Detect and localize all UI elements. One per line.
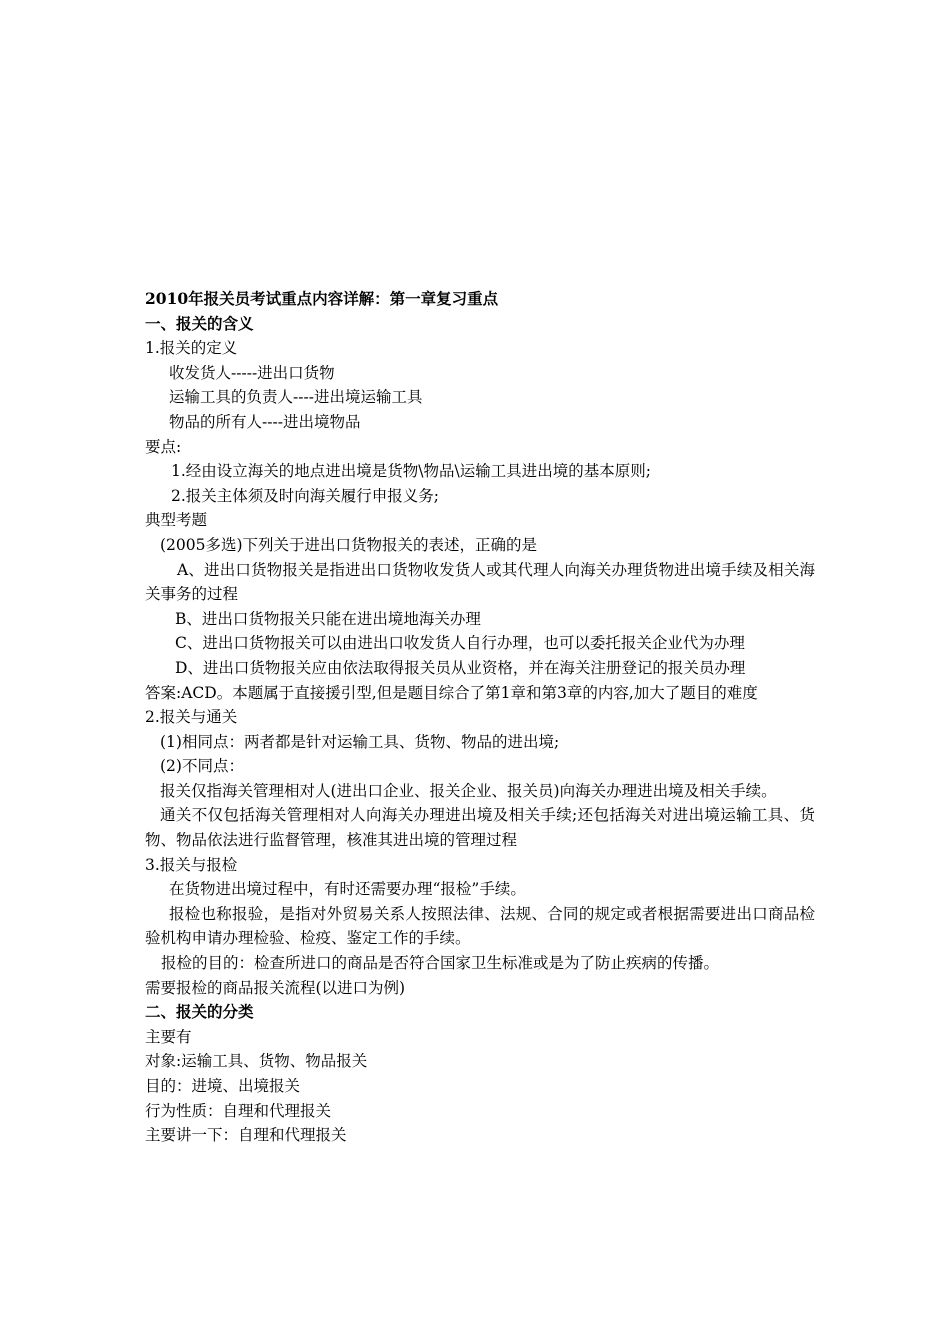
paragraph: (2)不同点： bbox=[160, 757, 244, 776]
typical-question-label: 典型考题 bbox=[145, 511, 208, 530]
definition-line: 物品的所有人----进出境物品 bbox=[169, 412, 361, 431]
question-option-d: D、进出口货物报关应由依法取得报关员从业资格，并在海关注册登记的报关员办理 bbox=[175, 658, 746, 677]
paragraph: 需要报检的商品报关流程(以进口为例) bbox=[145, 978, 406, 997]
question-option-a: A、进出口货物报关是指进出口货物收发货人或其代理人向海关办理货物进出境手续及相关海关事务的过程 bbox=[145, 560, 815, 604]
paragraph: 主要有 bbox=[145, 1027, 192, 1046]
question-option-c: C、进出口货物报关可以由进出口收发货人自行办理，也可以委托报关企业代为办理 bbox=[175, 634, 745, 653]
question-stem: (2005多选)下列关于进出口货物报关的表述，正确的是 bbox=[160, 535, 538, 554]
paragraph: 报关仅指海关管理相对人(进出口企业、报关企业、报关员)向海关办理进出境及相关手续。 bbox=[160, 781, 777, 800]
document-body bbox=[145, 287, 815, 1148]
classification-line: 行为性质：自理和代理报关 bbox=[145, 1101, 332, 1120]
classification-line: 对象:运输工具、货物、物品报关 bbox=[145, 1052, 368, 1071]
question-option-b: B、进出口货物报关只能在进出境地海关办理 bbox=[175, 609, 481, 628]
paragraph: 在货物进出境过程中，有时还需要办理“报检”手续。 bbox=[169, 880, 526, 899]
definition-line: 收发货人-----进出口货物 bbox=[169, 363, 335, 382]
paragraph: 通关不仅包括海关管理相对人向海关办理进出境及相关手续;还包括海关对进出境运输工具、货物、物品依法进行监督管理，核准其进出境的管理过程 bbox=[145, 806, 815, 850]
subsection-heading: 1.报关的定义 bbox=[145, 339, 238, 358]
key-points-label: 要点: bbox=[145, 437, 182, 456]
section-heading-1: 一、报关的含义 bbox=[145, 313, 254, 333]
answer-text: 答案:ACD。本题属于直接援引型,但是题目综合了第1章和第3章的内容,加大了题目的难度 bbox=[145, 683, 758, 702]
classification-line: 目的：进境、出境报关 bbox=[145, 1077, 301, 1095]
section-heading-2: 二、报关的分类 bbox=[145, 1002, 254, 1022]
paragraph: (1)相同点：两者都是针对运输工具、货物、物品的进出境; bbox=[160, 732, 560, 751]
key-point: 1.经由设立海关的地点进出境是货物\物品\运输工具进出境的基本原则; bbox=[171, 462, 651, 481]
paragraph: 主要讲一下：自理和代理报关 bbox=[145, 1126, 347, 1145]
definition-line: 运输工具的负责人----进出境运输工具 bbox=[169, 388, 423, 407]
document-title: 2010年报关员考试重点内容详解：第一章复习重点 bbox=[145, 289, 499, 308]
subsection-heading: 3.报关与报检 bbox=[145, 855, 238, 874]
key-point: 2.报关主体须及时向海关履行申报义务; bbox=[171, 486, 440, 505]
paragraph: 报检也称报验，是指对外贸易关系人按照法律、法规、合同的规定或者根据需要进出口商品检验机构申请办理检验、检疫、鉴定工作的手续。 bbox=[145, 904, 815, 948]
subsection-heading: 2.报关与通关 bbox=[145, 708, 238, 727]
paragraph: 报检的目的：检查所进口的商品是否符合国家卫生标准或是为了防止疾病的传播。 bbox=[161, 954, 720, 973]
